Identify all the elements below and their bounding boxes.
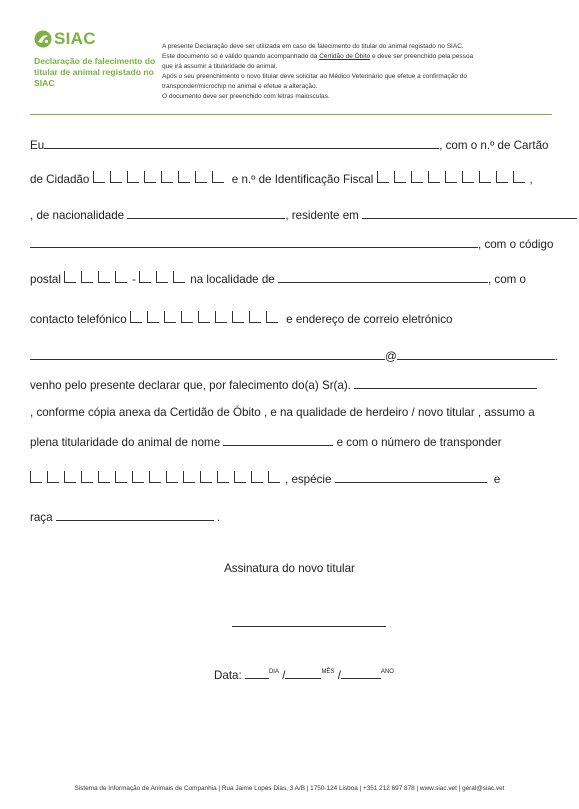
digit-box[interactable]: [251, 471, 263, 483]
digit-box[interactable]: [445, 171, 457, 183]
intro-line: A presente Declaração deve ser utilizada em caso de falecimento do titular do animal registado no SIAC.: [162, 43, 464, 50]
form-line-postal: [30, 270, 526, 288]
date-label: Data:: [214, 669, 242, 682]
digit-box[interactable]: [428, 171, 440, 183]
label-eu: Eu: [30, 139, 45, 152]
digit-box[interactable]: [166, 471, 178, 483]
date-slash: /: [337, 669, 341, 682]
day-field[interactable]: [245, 666, 269, 679]
form-line-breed: [30, 508, 220, 526]
form-line-phone: [30, 311, 452, 329]
form-line-conforme: [30, 404, 535, 422]
form-line-address-cont: [30, 235, 553, 253]
year-field[interactable]: [341, 666, 381, 679]
form-line-nationality: [30, 206, 577, 224]
intro-line: Após o seu preenchimento o novo titular deve solicitar ao Médico Veterinário que efetue a confirmação do: [162, 73, 467, 80]
label-venho: venho pelo presente declarar que, por falecimento do(a) Sr(a).: [30, 379, 351, 392]
name-field[interactable]: [44, 136, 439, 149]
document-title: Declaração de falecimento do titular de animal registado no SIAC: [34, 56, 156, 88]
digit-box[interactable]: [30, 471, 42, 483]
digit-box[interactable]: [411, 171, 423, 183]
digit-box[interactable]: [110, 171, 122, 183]
form-line-cc: [30, 171, 533, 189]
digit-box[interactable]: [98, 471, 110, 483]
postal-code-boxes-b[interactable]: [139, 271, 190, 289]
digit-box[interactable]: [173, 271, 185, 283]
digit-box[interactable]: [249, 311, 261, 323]
digit-box[interactable]: [200, 471, 212, 483]
paw-leaf-icon: [34, 30, 52, 48]
animal-name-field[interactable]: [223, 433, 333, 446]
label-email: e endereço de correio eletrónico: [286, 313, 453, 326]
digit-box[interactable]: [161, 171, 173, 183]
digit-box[interactable]: [394, 171, 406, 183]
dash: -: [132, 273, 137, 286]
address-field[interactable]: [362, 206, 577, 219]
signature-label: Assinatura do novo titular: [224, 562, 355, 575]
digit-box[interactable]: [195, 171, 207, 183]
label-cartao: , com o n.º de Cartão: [439, 139, 549, 152]
label-e: e: [493, 473, 501, 486]
month-field[interactable]: [285, 666, 321, 679]
intro-text: Este documento só é válido quando acompanhado da: [162, 53, 320, 60]
digit-box[interactable]: [130, 311, 142, 323]
digit-box[interactable]: [64, 271, 76, 283]
address-continuation-field[interactable]: [30, 235, 478, 248]
digit-box[interactable]: [183, 471, 195, 483]
digit-box[interactable]: [64, 471, 76, 483]
digit-box[interactable]: [47, 471, 59, 483]
day-label: DIA: [268, 669, 279, 675]
form-line-email: [30, 347, 558, 365]
month-label: MÊS: [321, 669, 335, 675]
digit-box[interactable]: [93, 171, 105, 183]
intro-instructions: [162, 42, 562, 102]
digit-box[interactable]: [198, 311, 210, 323]
breed-field[interactable]: [56, 508, 214, 521]
at-sign: @: [385, 350, 397, 363]
digit-box[interactable]: [147, 311, 159, 323]
label-nif: e n.º de Identificação Fiscal: [231, 173, 374, 186]
digit-box[interactable]: [115, 471, 127, 483]
form-line-transponder: [30, 470, 500, 488]
digit-box[interactable]: [149, 471, 161, 483]
date-slash: /: [282, 669, 286, 682]
digit-box[interactable]: [81, 471, 93, 483]
digit-box[interactable]: [164, 311, 176, 323]
digit-box[interactable]: [217, 471, 229, 483]
digit-box[interactable]: [266, 311, 278, 323]
digit-box[interactable]: [132, 471, 144, 483]
intro-line: [162, 52, 562, 62]
label-localidade: na localidade de: [190, 273, 275, 286]
label-codigo: , com o código: [478, 238, 554, 251]
label-nacionalidade: , de nacionalidade: [30, 209, 125, 222]
date-row: [214, 666, 394, 682]
digit-box[interactable]: [127, 171, 139, 183]
siac-logo: [34, 29, 104, 49]
digit-box[interactable]: [178, 171, 190, 183]
period: .: [217, 511, 221, 524]
digit-box[interactable]: [98, 271, 110, 283]
intro-line: transponder/microchip no animal e efetue a alteração.: [162, 83, 318, 90]
intro-line: que irá assumir a titularidade do animal.: [162, 63, 278, 70]
comma: ,: [529, 173, 533, 186]
nif-boxes[interactable]: [377, 171, 530, 189]
intro-line: O documento deve ser preenchido com letras maiúsculas.: [162, 93, 330, 100]
deceased-name-field[interactable]: [354, 376, 537, 389]
label-especie: , espécie: [285, 473, 332, 486]
digit-box[interactable]: [139, 271, 151, 283]
signature-line[interactable]: [232, 625, 386, 627]
digit-box[interactable]: [181, 311, 193, 323]
transponder-boxes[interactable]: [30, 471, 285, 489]
period: .: [554, 350, 559, 363]
locality-field[interactable]: [278, 270, 488, 283]
cc-number-boxes[interactable]: [93, 171, 229, 189]
digit-box[interactable]: [212, 171, 224, 183]
year-label: ANO: [380, 669, 394, 675]
phone-boxes[interactable]: [130, 311, 283, 329]
intro-text: e deve ser preenchido pela pessoa: [370, 53, 474, 60]
digit-box[interactable]: [462, 171, 474, 183]
label-conforme: , conforme cópia anexa da Certidão de Óbito , e na qualidade de herdeiro / novo titular , assumo a: [30, 406, 535, 419]
label-com-o: , com o: [487, 273, 526, 286]
form-line-animal-name: [30, 433, 502, 451]
digit-box[interactable]: [81, 271, 93, 283]
email-domain-field[interactable]: [397, 347, 555, 360]
label-cidadao: de Cidadão: [30, 173, 90, 186]
postal-code-boxes-a[interactable]: [64, 271, 132, 289]
nationality-field[interactable]: [127, 206, 285, 219]
digit-box[interactable]: [513, 171, 525, 183]
form-line-name: [30, 136, 548, 154]
digit-box[interactable]: [234, 471, 246, 483]
digit-box[interactable]: [377, 171, 389, 183]
email-user-field[interactable]: [30, 347, 385, 360]
certidao-link: Certidão de Óbito: [319, 53, 371, 60]
digit-box[interactable]: [232, 311, 244, 323]
digit-box[interactable]: [479, 171, 491, 183]
logo-text: SIAC: [54, 29, 96, 48]
label-contacto: contacto telefónico: [30, 313, 127, 326]
digit-box[interactable]: [156, 271, 168, 283]
footer-contact: Sistema de Informação de Animais de Companhia | Rua Jaime Lopes Dias, 3 A/B | 1750-124 Lisboa | +351 212 697 878 | www.siac.vet | geral@siac.vet: [74, 785, 505, 792]
label-plena: plena titularidade do animal de nome: [30, 436, 221, 449]
label-postal: postal: [30, 273, 61, 286]
form-line-deceased: [30, 376, 537, 394]
label-raca: raça: [30, 511, 53, 524]
digit-box[interactable]: [144, 171, 156, 183]
species-field[interactable]: [335, 470, 487, 483]
label-transponder: e com o número de transponder: [336, 436, 502, 449]
label-residente: , residente em: [285, 209, 359, 222]
header-divider: [30, 114, 552, 115]
digit-box[interactable]: [115, 271, 127, 283]
digit-box[interactable]: [268, 471, 280, 483]
digit-box[interactable]: [215, 311, 227, 323]
digit-box[interactable]: [496, 171, 508, 183]
